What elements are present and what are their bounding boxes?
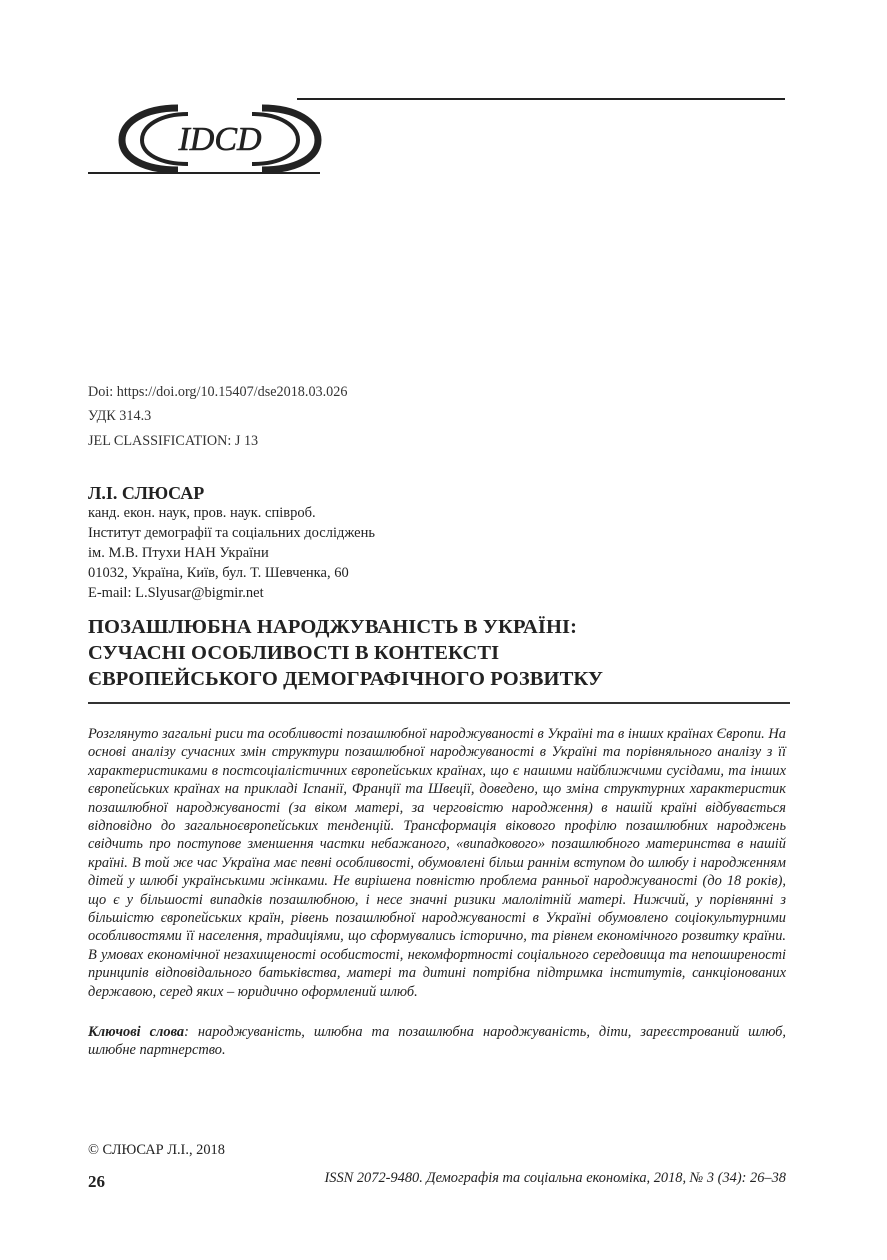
jel-line: JEL CLASSIFICATION: J 13 (88, 433, 259, 449)
logo-text: IDCD (178, 121, 262, 158)
copyright-line: © СЛЮСАР Л.І., 2018 (88, 1142, 225, 1158)
header-rule (297, 98, 785, 100)
affiliation-line: Інститут демографії та соціальних досліджень (88, 525, 375, 541)
title-divider (88, 702, 790, 704)
title-line: ПОЗАШЛЮБНА НАРОДЖУВАНІСТЬ В УКРАЇНІ: (88, 616, 578, 638)
page-number: 26 (88, 1172, 105, 1191)
affiliation-line: 01032, Україна, Київ, бул. Т. Шевченка, 60 (88, 565, 349, 581)
keywords-label: Ключові слова (88, 1024, 185, 1040)
title-line: СУЧАСНІ ОСОБЛИВОСТІ В КОНТЕКСТІ (88, 642, 500, 664)
keywords (88, 1023, 786, 1060)
udk-line: УДК 314.3 (88, 408, 152, 424)
keywords-text: : народжуваність, шлюбна та позашлюбна народжуваність, діти, зареєстрований шлюб, шлюбне партнерство. (88, 1024, 786, 1059)
author-email: E-mail: L.Slyusar@bigmir.net (88, 585, 264, 601)
article-title (88, 614, 788, 692)
doi-line: Doi: https://doi.org/10.15407/dse2018.03.026 (88, 384, 348, 400)
title-line: ЄВРОПЕЙСЬКОГО ДЕМОГРАФІЧНОГО РОЗВИТКУ (88, 668, 604, 690)
journal-citation: ISSN 2072-9480. Демографія та соціальна економіка, 2018, № 3 (34): 26–38 (324, 1170, 786, 1186)
header-rule-short (88, 172, 320, 174)
journal-logo (116, 100, 324, 172)
author-affiliation (88, 503, 375, 603)
affiliation-line: ім. М.В. Птухи НАН України (88, 545, 269, 561)
abstract-text: Розглянуто загальні риси та особливості позашлюбної народжуваності в Україні та в інших країнах Європи. На основі аналізу сучасних змін структури позашлюбної народжуваності в Україні та порівняльного аналізу з її характеристиками в постсоціалістичних європейських країнах, що є нашими найближчими сусідами, та інших європейських країнах на прикладі Іспанії, Франції та Швеції, доведено, що зміна структурних характеристик позашлюбної народжуваності (за віком матері, за черговістю народження) в нашій країні відбувається відповідно до загальноєвропейських тенденцій. Трансформація вікового профілю позашлюбних народжень свідчить про поступове зменшення частки небажаного, «випадкового» позашлюбного материнства в нашій країні. В той же час Україна має певні особливості, обумовлені більш раннім вступом до шлюбу і народженням дітей у шлюбі українськими жінками. Не вирішена повністю проблема ранньої народжуваності (до 18 років), що є у більшості випадків позашлюбною, і несе значні ризики малолітній матері. Нижчий, у порівнянні з більшістю європейських країн, рівень позашлюбної народжуваності в Україні обумовлено соціокультурними особливостями її населення, традиціями, що сформувались історично, та рівнем економічного розвитку країни. В умовах економічної незахищеності особистості, некомфортності соціального середовища та непоширеності принципів відповідального батьківства, матері та дитині потрібна підтримка інститутів, санкціонованих державою, серед яких – юридично оформлений шлюб. (88, 726, 786, 1000)
author-name: Л.І. СЛЮСАР (88, 483, 205, 503)
affiliation-line: канд. екон. наук, пров. наук. співроб. (88, 505, 316, 521)
